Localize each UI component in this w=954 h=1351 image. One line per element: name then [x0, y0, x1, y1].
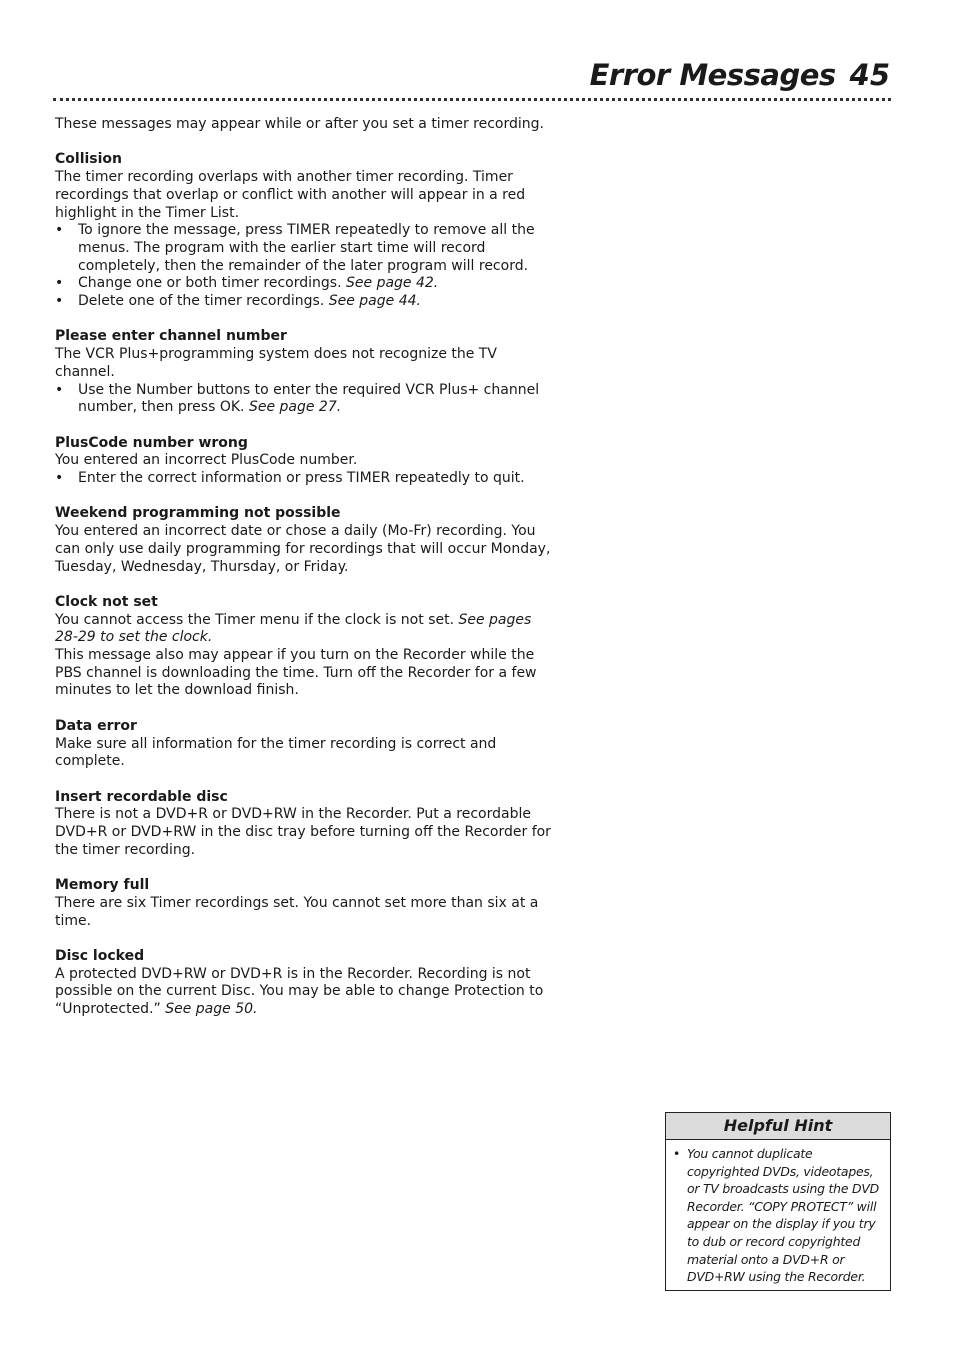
section-heading: Data error — [55, 717, 137, 734]
section-heading: Weekend programming not possible — [55, 505, 341, 522]
section-data-error — [55, 718, 555, 771]
intro-text: These messages may appear while or after you set a timer recording. — [55, 116, 544, 132]
bullet-item: • Delete one of the timer recordings. See page 44. — [55, 293, 421, 310]
section-pluscode — [55, 435, 555, 488]
section-collision — [55, 151, 555, 310]
bullet-item: • Enter the correct information or press TIMER repeatedly to quit. — [55, 470, 525, 487]
page-number: 45 — [849, 58, 890, 92]
page-reference: See page 42. — [346, 275, 439, 292]
section-memory-full — [55, 877, 555, 930]
helpful-hint-box — [665, 1112, 891, 1291]
page-reference: See page 44. — [328, 293, 421, 310]
section-text: A protected DVD+RW or DVD+R is in the Recorder. Recording is not possible on the current Disc. You may be able to change Protection to “Unprotected.” See page 50. — [55, 965, 544, 1018]
section-heading: Please enter channel number — [55, 328, 287, 345]
bullet-item: • To ignore the message, press TIMER repeatedly to remove all the menus. The program with the earlier start time will record completely, then the remainder of the later program will record. — [55, 222, 535, 274]
hint-heading: Helpful Hint — [666, 1113, 890, 1140]
page-reference: See page 50. — [165, 1001, 258, 1018]
section-text: You cannot access the Timer menu if the clock is not set. See pages 28-29 to set the clock. — [55, 611, 532, 646]
section-heading: Memory full — [55, 877, 150, 894]
page-reference: See page 27. — [248, 399, 342, 416]
bullet-item: • Use the Number buttons to enter the required VCR Plus+ channel number, then press OK. See page 27. — [55, 381, 540, 416]
page-title: Error Messages — [589, 58, 836, 92]
section-heading: Collision — [55, 151, 123, 168]
section-clock — [55, 594, 555, 700]
dotted-divider — [53, 98, 891, 101]
section-heading: PlusCode number wrong — [55, 434, 248, 451]
section-insert-disc — [55, 789, 555, 860]
section-heading: Disc locked — [55, 947, 145, 964]
hint-text: You cannot duplicate copyrighted DVDs, videotapes, or TV broadcasts using the DVD Recorder. “COPY PROTECT” will appear on the display if you try to dub or record copyrighted material onto a DVD+R or DVD+RW using the Recorder. — [687, 1146, 879, 1285]
section-text: The timer recording overlaps with another timer recording. Timer recordings that overlap or conflict with another will appear in a red highlight in the Timer List. — [55, 169, 526, 221]
section-disc-locked — [55, 948, 555, 1019]
section-weekend — [55, 505, 555, 576]
main-content — [55, 116, 555, 1036]
section-text: There is not a DVD+R or DVD+RW in the Recorder. Put a recordable DVD+R or DVD+RW in the disc tray before turning off the Recorder for the timer recording. — [55, 806, 551, 858]
section-heading: Clock not set — [55, 593, 158, 610]
section-text: You entered an incorrect PlusCode number. — [55, 452, 358, 469]
section-channel — [55, 328, 555, 417]
bullet-icon: • — [673, 1146, 681, 1161]
bullet-item: • Change one or both timer recordings. See page 42. — [55, 275, 439, 292]
section-text: Make sure all information for the timer recording is correct and complete. — [55, 735, 497, 770]
section-text: This message also may appear if you turn on the Recorder while the PBS channel is downloading the time. Turn off the Recorder for a few minutes to let the download finish. — [55, 647, 537, 699]
page-header — [0, 58, 890, 92]
section-text: The VCR Plus+programming system does not recognize the TV channel. — [55, 346, 497, 380]
hint-body — [666, 1140, 890, 1286]
section-heading: Insert recordable disc — [55, 788, 228, 805]
section-text: You entered an incorrect date or chose a daily (Mo-Fr) recording. You can only use daily programming for recordings that will occur Monday, Tuesday, Wednesday, Thursday, or Friday. — [55, 523, 551, 575]
page-reference: See pages 28-29 to set the clock. — [55, 611, 532, 646]
section-text: There are six Timer recordings set. You cannot set more than six at a time. — [55, 894, 539, 929]
